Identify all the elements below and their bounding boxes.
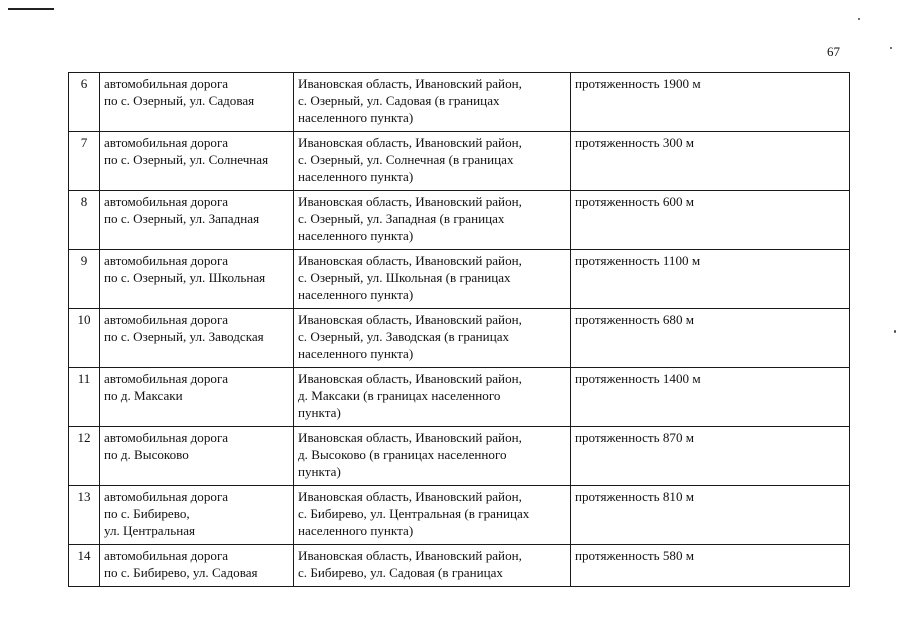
road-name-cell: автомобильная дорога по с. Бибирево, ул. Центральная [100, 486, 294, 545]
road-address-cell: Ивановская область, Ивановский район, с. Бибирево, ул. Садовая (в границах [294, 545, 571, 587]
table-row [69, 250, 850, 309]
row-number-cell: 11 [69, 368, 100, 427]
table-row [69, 132, 850, 191]
road-length-cell: протяженность 810 м [571, 486, 850, 545]
road-length-cell: протяженность 300 м [571, 132, 850, 191]
row-number-cell: 9 [69, 250, 100, 309]
road-length-cell: протяженность 870 м [571, 427, 850, 486]
road-name-cell: автомобильная дорога по с. Озерный, ул. Заводская [100, 309, 294, 368]
road-length-cell: протяженность 1100 м [571, 250, 850, 309]
table-row [69, 545, 850, 587]
road-length-cell: протяженность 1400 м [571, 368, 850, 427]
road-address-cell: Ивановская область, Ивановский район, с. Озерный, ул. Солнечная (в границах населенного пункта) [294, 132, 571, 191]
road-address-cell: Ивановская область, Ивановский район, д. Максаки (в границах населенного пункта) [294, 368, 571, 427]
page-number: 67 [827, 44, 840, 59]
road-address-cell: Ивановская область, Ивановский район, с. Бибирево, ул. Центральная (в границах населенного пункта) [294, 486, 571, 545]
scan-speck [890, 47, 892, 49]
road-address-cell: Ивановская область, Ивановский район, с. Озерный, ул. Западная (в границах населенного пункта) [294, 191, 571, 250]
scan-edge-mark [8, 8, 54, 10]
row-number-cell: 6 [69, 73, 100, 132]
table-row [69, 368, 850, 427]
road-address-cell: Ивановская область, Ивановский район, д. Высоково (в границах населенного пункта) [294, 427, 571, 486]
road-length-cell: протяженность 680 м [571, 309, 850, 368]
row-number-cell: 13 [69, 486, 100, 545]
table-row [69, 427, 850, 486]
table-row [69, 309, 850, 368]
table-row [69, 191, 850, 250]
road-address-cell: Ивановская область, Ивановский район, с. Озерный, ул. Школьная (в границах населенного пункта) [294, 250, 571, 309]
road-length-cell: протяженность 1900 м [571, 73, 850, 132]
table-row [69, 73, 850, 132]
row-number-cell: 12 [69, 427, 100, 486]
table-row [69, 486, 850, 545]
scan-speck [858, 18, 860, 20]
road-name-cell: автомобильная дорога по с. Озерный, ул. Школьная [100, 250, 294, 309]
table-body [69, 73, 850, 587]
scan-speck [894, 330, 896, 333]
road-name-cell: автомобильная дорога по с. Озерный, ул. Солнечная [100, 132, 294, 191]
road-name-cell: автомобильная дорога по д. Максаки [100, 368, 294, 427]
road-name-cell: автомобильная дорога по д. Высоково [100, 427, 294, 486]
road-name-cell: автомобильная дорога по с. Озерный, ул. Западная [100, 191, 294, 250]
road-length-cell: протяженность 600 м [571, 191, 850, 250]
road-address-cell: Ивановская область, Ивановский район, с. Озерный, ул. Садовая (в границах населенного пункта) [294, 73, 571, 132]
road-length-cell: протяженность 580 м [571, 545, 850, 587]
road-registry-table [68, 72, 850, 587]
road-address-cell: Ивановская область, Ивановский район, с. Озерный, ул. Заводская (в границах населенного пункта) [294, 309, 571, 368]
row-number-cell: 8 [69, 191, 100, 250]
row-number-cell: 7 [69, 132, 100, 191]
row-number-cell: 14 [69, 545, 100, 587]
road-name-cell: автомобильная дорога по с. Озерный, ул. Садовая [100, 73, 294, 132]
road-name-cell: автомобильная дорога по с. Бибирево, ул. Садовая [100, 545, 294, 587]
row-number-cell: 10 [69, 309, 100, 368]
